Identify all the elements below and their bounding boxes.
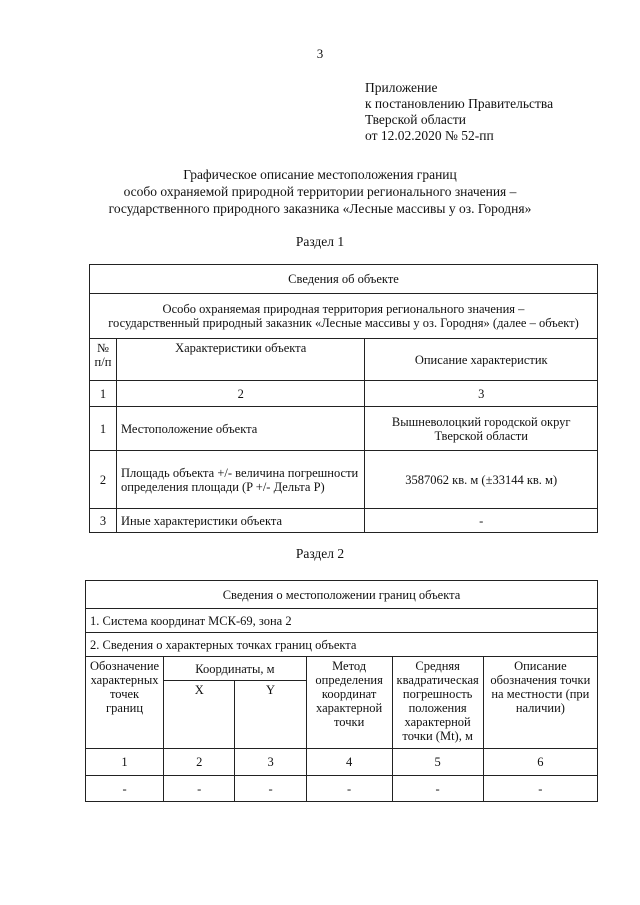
row-char: Иные характеристики объекта (116, 509, 364, 533)
coord-system-row: 1. Система координат МСК-69, зона 2 (86, 609, 598, 633)
col-header-point: Обозначение характерных точек границ (86, 657, 164, 749)
empty-cell: - (392, 776, 483, 802)
index-cell: 2 (164, 749, 235, 776)
title-line: Графическое описание местоположения границ (183, 167, 457, 182)
title-line: особо охраняемой природной территории регионального значения – (123, 184, 517, 199)
table-row (86, 776, 598, 802)
appendix-line: Тверской области (365, 112, 466, 127)
row-num: 2 (90, 451, 117, 509)
table-row (90, 407, 598, 451)
col-header-num: № п/п (90, 339, 117, 381)
row-num: 1 (90, 407, 117, 451)
table-row (90, 509, 598, 533)
row-char: Площадь объекта +/- величина погрешности определения площади (P +/- Дельта P) (116, 451, 364, 509)
index-cell: 6 (483, 749, 597, 776)
col-header-coords: Координаты, м (164, 657, 307, 681)
section1-heading: Раздел 1 (295, 234, 345, 249)
document-title (0, 166, 640, 217)
page-number: 3 (316, 46, 324, 61)
index-cell: 1 (86, 749, 164, 776)
object-name-cell (90, 294, 598, 339)
index-cell: 5 (392, 749, 483, 776)
index-cell: 4 (306, 749, 392, 776)
appendix-block (365, 80, 553, 144)
appendix-line: от 12.02.2020 № 52-пп (365, 128, 494, 143)
empty-cell: - (483, 776, 597, 802)
table-title: Сведения о местоположении границ объекта (86, 581, 598, 609)
col-header-desc: Описание характеристик (365, 339, 598, 381)
col-header-y: Y (235, 681, 306, 749)
col-header-error: Средняя квадратическая погрешность положения характерной точки (Mt), м (392, 657, 483, 749)
empty-cell: - (86, 776, 164, 802)
table-title: Сведения об объекте (90, 265, 598, 294)
empty-cell: - (164, 776, 235, 802)
row-char: Местоположение объекта (116, 407, 364, 451)
row-desc: 3587062 кв. м (±33144 кв. м) (365, 451, 598, 509)
appendix-line: к постановлению Правительства (365, 96, 554, 111)
table-row (90, 451, 598, 509)
empty-cell: - (235, 776, 306, 802)
boundary-points-table (85, 580, 598, 802)
index-cell: 2 (116, 381, 364, 407)
object-name-line: государственный природный заказник «Лесные массивы у оз. Городня» (далее – объект) (108, 316, 579, 330)
col-header-char: Характеристики объекта (116, 339, 364, 381)
row-desc: - (365, 509, 598, 533)
points-info-row: 2. Сведения о характерных точках границ объекта (86, 633, 598, 657)
index-cell: 3 (365, 381, 598, 407)
col-header-x: X (164, 681, 235, 749)
row-desc: Вышневолоцкий городской округ Тверской области (365, 407, 598, 451)
empty-cell: - (306, 776, 392, 802)
title-line: государственного природного заказника «Лесные массивы у оз. Городня» (108, 201, 532, 216)
section2-heading: Раздел 2 (295, 546, 345, 561)
index-cell: 1 (90, 381, 117, 407)
row-num: 3 (90, 509, 117, 533)
index-cell: 3 (235, 749, 306, 776)
object-name-line: Особо охраняемая природная территория регионального значения – (162, 302, 525, 316)
col-header-desc: Описание обозначения точки на местности (при наличии) (483, 657, 597, 749)
object-info-table (89, 264, 598, 533)
appendix-line: Приложение (365, 80, 438, 95)
col-header-method: Метод определения координат характерной точки (306, 657, 392, 749)
